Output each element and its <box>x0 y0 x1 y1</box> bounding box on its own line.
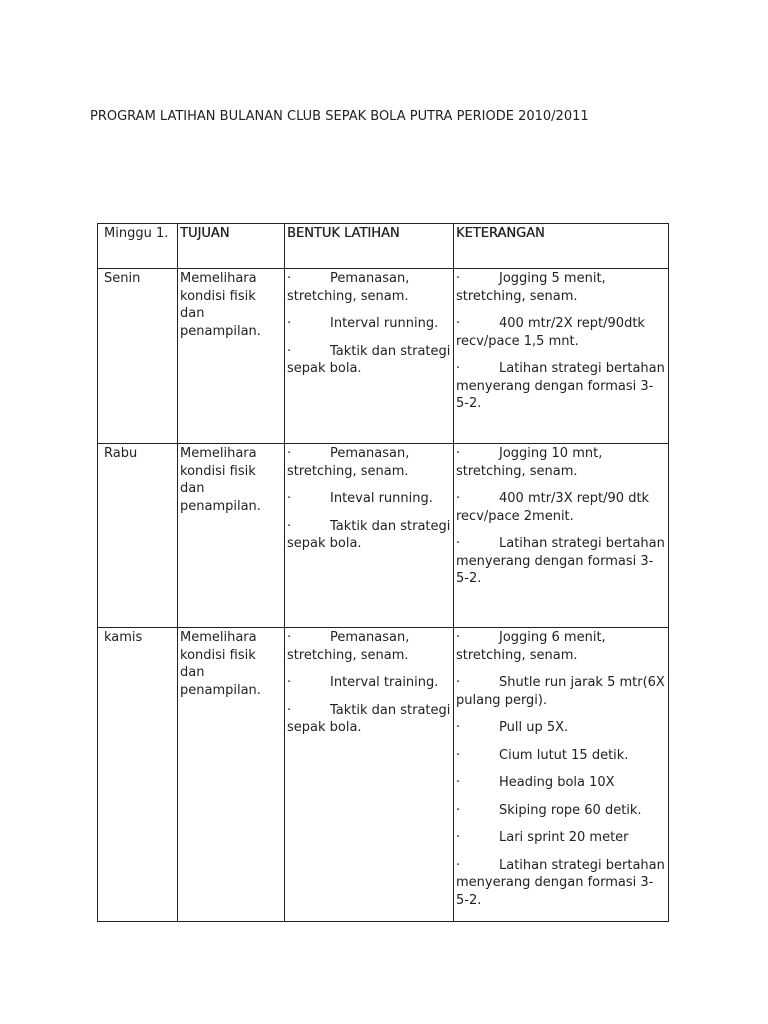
keterangan-item <box>456 857 666 910</box>
bentuk-item-text: Taktik dan strategi sepak bola. <box>287 518 451 551</box>
bullet-icon: · <box>287 702 292 718</box>
bullet-icon: · <box>287 316 292 331</box>
keterangan-item <box>456 490 666 525</box>
bullet-icon: · <box>456 630 461 645</box>
keterangan-item <box>456 747 666 765</box>
keterangan-item <box>456 270 666 305</box>
keterangan-cell <box>454 628 669 922</box>
header-minggu: Minggu 1. <box>98 224 178 269</box>
bullet-icon: · <box>456 830 461 845</box>
table-row <box>98 444 669 628</box>
keterangan-item <box>456 629 666 664</box>
keterangan-item-text: Jogging 5 menit, stretching, senam. <box>456 271 606 304</box>
day-cell: Rabu <box>98 444 178 628</box>
document-title: PROGRAM LATIHAN BULANAN CLUB SEPAK BOLA PUTRA PERIODE 2010/2011 <box>90 109 589 124</box>
bentuk-item-text: Interval training. <box>330 675 439 690</box>
bentuk-item-text: Pemanasan, stretching, senam. <box>287 271 410 304</box>
keterangan-item-text: Shutle run jarak 5 mtr(6X pulang pergi). <box>456 675 665 708</box>
bullet-icon: · <box>287 675 292 690</box>
keterangan-item-text: Latihan strategi bertahan menyerang dengan formasi 3-5-2. <box>456 536 665 586</box>
header-keterangan: KETERANGAN <box>454 224 669 269</box>
day-cell: Senin <box>98 269 178 444</box>
bullet-icon: · <box>456 271 461 286</box>
bentuk-item <box>287 343 451 378</box>
bentuk-item <box>287 445 451 480</box>
bentuk-item <box>287 674 451 692</box>
keterangan-item-text: Latihan strategi bertahan menyerang dengan formasi 3-5-2. <box>456 361 665 411</box>
bentuk-item <box>287 490 451 508</box>
bullet-icon: · <box>456 316 461 331</box>
tujuan-cell: Memelihara kondisi fisik dan penampilan. <box>178 444 285 628</box>
keterangan-item-text: Latihan strategi bertahan menyerang dengan formasi 3-5-2. <box>456 857 665 908</box>
bentuk-item-text: Taktik dan strategi sepak bola. <box>287 343 451 376</box>
bentuk-item <box>287 270 451 305</box>
bullet-icon: · <box>456 775 461 790</box>
bullet-icon: · <box>287 271 292 286</box>
keterangan-item-text: 400 mtr/2X rept/90dtk recv/pace 1,5 mnt. <box>456 316 645 349</box>
training-table <box>97 223 669 922</box>
bullet-icon: · <box>287 343 292 359</box>
bentuk-item <box>287 315 451 333</box>
bentuk-item <box>287 702 451 737</box>
keterangan-item-text: 400 mtr/3X rept/90 dtk recv/pace 2menit. <box>456 491 650 524</box>
keterangan-item <box>456 360 666 413</box>
bullet-icon: · <box>287 518 292 534</box>
bullet-icon: · <box>287 630 292 645</box>
keterangan-item <box>456 829 666 847</box>
bentuk-cell <box>285 444 454 628</box>
bullet-icon: · <box>456 675 461 690</box>
bentuk-item-text: Inteval running. <box>330 491 433 506</box>
keterangan-cell <box>454 444 669 628</box>
keterangan-item-text: Jogging 6 menit, stretching, senam. <box>456 630 606 663</box>
header-bentuk-latihan: BENTUK LATIHAN <box>285 224 454 269</box>
day-cell: kamis <box>98 628 178 922</box>
bentuk-cell <box>285 628 454 922</box>
bullet-icon: · <box>456 747 461 763</box>
bentuk-item-text: Interval running. <box>330 316 439 331</box>
bullet-icon: · <box>287 491 292 506</box>
keterangan-item-text: Skiping rope 60 detik. <box>499 802 642 818</box>
bullet-icon: · <box>287 446 292 461</box>
bentuk-cell <box>285 269 454 444</box>
bullet-icon: · <box>456 720 461 735</box>
keterangan-item <box>456 535 666 588</box>
keterangan-item <box>456 802 666 820</box>
keterangan-item <box>456 445 666 480</box>
bentuk-item <box>287 629 451 664</box>
bullet-icon: · <box>456 361 461 376</box>
header-tujuan: TUJUAN <box>178 224 285 269</box>
table-row <box>98 628 669 922</box>
bentuk-item-text: Pemanasan, stretching, senam. <box>287 446 410 479</box>
bentuk-item-text: Pemanasan, stretching, senam. <box>287 630 410 663</box>
tujuan-cell: Memelihara kondisi fisik dan penampilan. <box>178 628 285 922</box>
keterangan-item-text: Cium lutut 15 detik. <box>499 747 629 763</box>
table-header-row <box>98 224 669 269</box>
bullet-icon: · <box>456 536 461 551</box>
keterangan-item <box>456 674 666 709</box>
bullet-icon: · <box>456 446 461 461</box>
keterangan-cell <box>454 269 669 444</box>
bullet-icon: · <box>456 857 461 873</box>
keterangan-item <box>456 774 666 792</box>
keterangan-item-text: Pull up 5X. <box>499 720 569 735</box>
bullet-icon: · <box>456 491 461 506</box>
keterangan-item <box>456 315 666 350</box>
keterangan-item-text: Heading bola 10X <box>499 775 615 790</box>
tujuan-cell: Memelihara kondisi fisik dan penampilan. <box>178 269 285 444</box>
keterangan-item-text: Jogging 10 mnt, stretching, senam. <box>456 446 603 479</box>
table-row <box>98 269 669 444</box>
bentuk-item-text: Taktik dan strategi sepak bola. <box>287 702 451 735</box>
bentuk-item <box>287 518 451 553</box>
keterangan-item-text: Lari sprint 20 meter <box>499 830 629 845</box>
keterangan-item <box>456 719 666 737</box>
bullet-icon: · <box>456 802 461 818</box>
